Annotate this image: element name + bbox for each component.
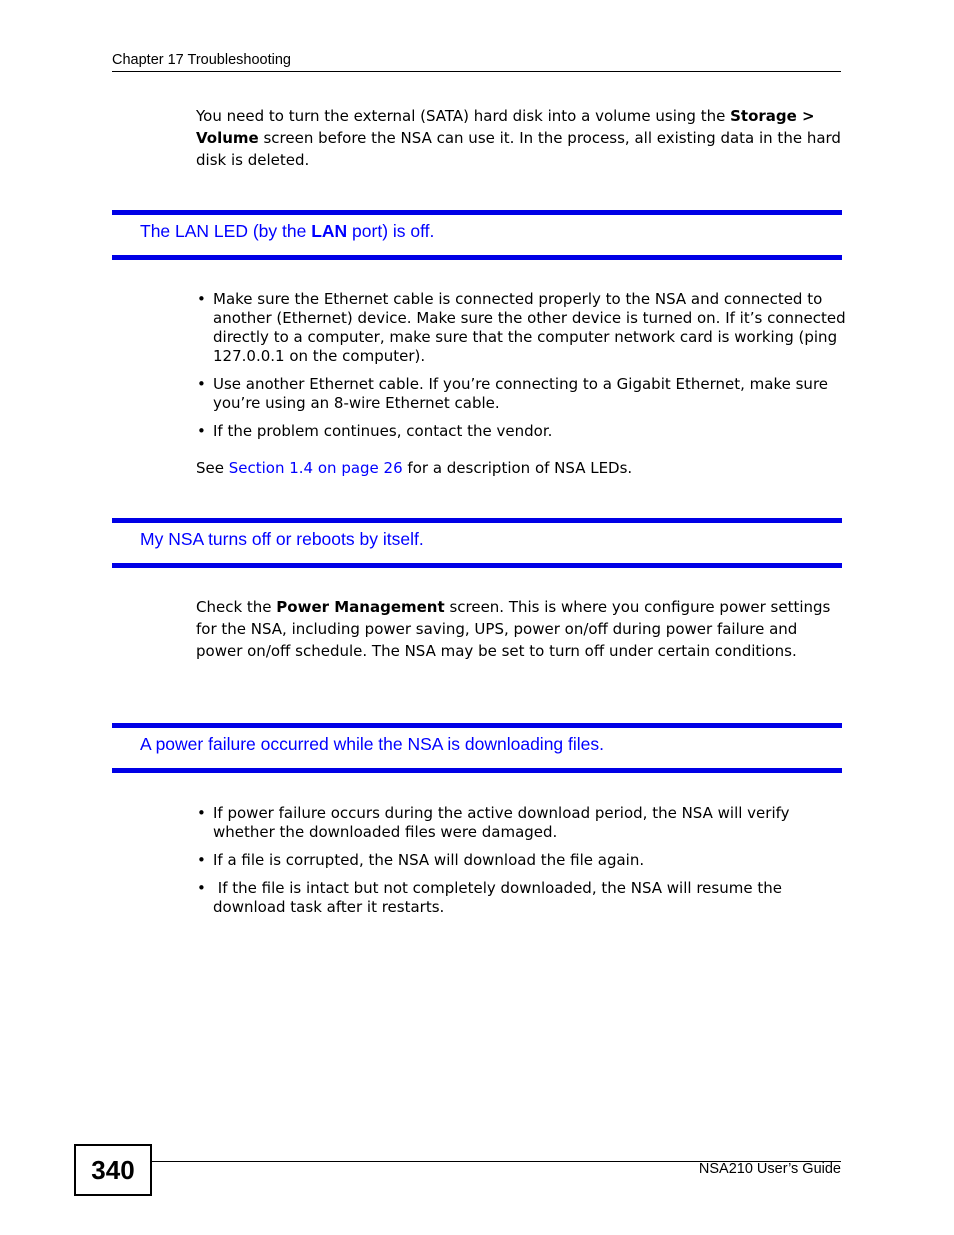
bullet-icon: •: [197, 375, 206, 393]
section-title-power-failure: A power failure occurred while the NSA is downloading files.: [140, 734, 604, 754]
section-band-bottom: [112, 255, 842, 260]
section-band-top: [112, 723, 842, 728]
section-title-reboots: My NSA turns off or reboots by itself.: [140, 529, 424, 549]
list-item-text: If the file is intact but not completely downloaded, the NSA will resume the download task after it restarts.: [213, 879, 787, 916]
header-divider: [112, 71, 841, 72]
see-section-paragraph: [196, 457, 841, 479]
para-text-end: screen. This is where you configure power settings for the NSA, including power saving, UPS, power on/off during power failure and power on/off schedule. The NSA may be set to turn off under certain conditions.: [196, 598, 831, 660]
intro-paragraph: [196, 105, 841, 171]
list-item: [196, 375, 846, 413]
lan-led-bullet-list: [196, 290, 846, 450]
section-band-bottom: [112, 563, 842, 568]
guide-title: NSA210 User’s Guide: [698, 1161, 841, 1177]
list-item-text: If power failure occurs during the active download period, the NSA will verify whether the downloaded files were damaged.: [213, 804, 790, 841]
list-item-text: Use another Ethernet cable. If you’re connecting to a Gigabit Ethernet, make sure you’re using an 8-wire Ethernet cable.: [213, 375, 829, 412]
bullet-icon: •: [197, 804, 206, 822]
see-text-end: for a description of NSA LEDs.: [402, 459, 633, 477]
section-title-lan-led: [140, 221, 434, 242]
storage-volume-term: Storage > Volume: [196, 107, 815, 147]
power-management-paragraph: [196, 596, 841, 662]
bullet-icon: •: [197, 290, 206, 308]
see-text: See: [196, 459, 229, 477]
section-band-bottom: [112, 768, 842, 773]
title-text: The LAN LED (by the: [140, 221, 312, 241]
section-band-top: [112, 518, 842, 523]
title-text-end: port) is off.: [347, 221, 435, 241]
list-item-text: Make sure the Ethernet cable is connected properly to the NSA and connected to another (Ethernet) device. Make sure the other device is turned on. If it’s connected directly to a computer, make sure that the computer network card is working (ping 127.0.0.1 on the computer).: [213, 290, 846, 365]
list-item: [196, 804, 846, 842]
list-item: [196, 879, 846, 917]
list-item: [196, 851, 846, 870]
page-number: 340: [74, 1144, 152, 1196]
power-failure-bullet-list: [196, 804, 846, 926]
list-item: [196, 290, 846, 366]
list-item-text: If a file is corrupted, the NSA will download the file again.: [213, 851, 645, 869]
list-item-text: If the problem continues, contact the vendor.: [213, 422, 553, 440]
para-text: Check the: [196, 598, 277, 616]
power-management-term: Power Management: [276, 598, 445, 616]
bullet-icon: •: [197, 851, 206, 869]
title-bold: LAN: [311, 221, 348, 241]
intro-text: You need to turn the external (SATA) hard disk into a volume using the: [196, 107, 731, 125]
chapter-header: Chapter 17 Troubleshooting: [112, 52, 291, 68]
intro-text-end: screen before the NSA can use it. In the process, all existing data in the hard disk is deleted.: [196, 129, 841, 169]
list-item: [196, 422, 846, 441]
section-link[interactable]: Section 1.4 on page 26: [228, 459, 403, 477]
bullet-icon: •: [197, 879, 206, 897]
section-band-top: [112, 210, 842, 215]
bullet-icon: •: [197, 422, 206, 440]
